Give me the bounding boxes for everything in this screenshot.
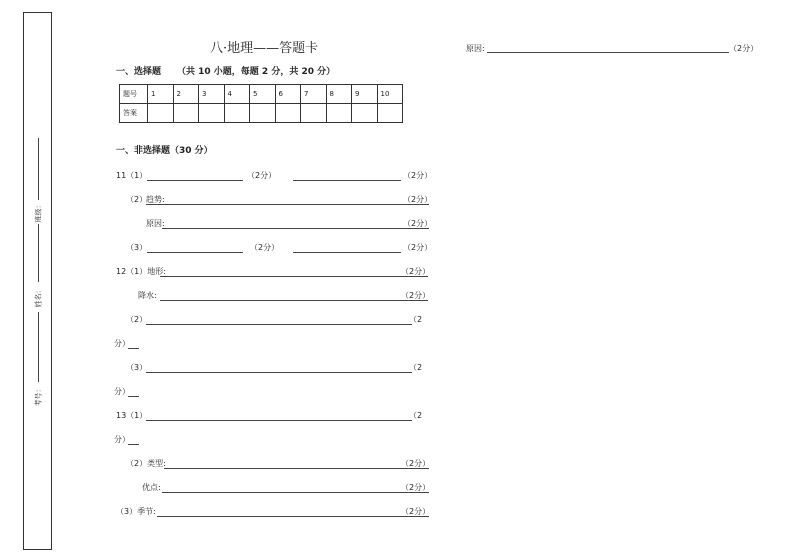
q12-3-score-a: （2 — [409, 363, 423, 372]
q13-1-line-tail[interactable] — [128, 444, 139, 445]
table-cell-label: 题号 — [120, 85, 148, 104]
q13-1-score-b: 分） — [114, 435, 130, 444]
answer-cell-7[interactable] — [301, 104, 327, 123]
right-reason-score: （2分） — [729, 44, 759, 53]
q11-3-line-b[interactable] — [293, 252, 401, 253]
q11-3-score-a: （2分） — [250, 243, 280, 252]
table-row — [120, 104, 403, 123]
answer-cell-8[interactable] — [326, 104, 352, 123]
q13-2-line[interactable] — [164, 468, 429, 469]
section1-note: （共 10 小题，每题 2 分，共 20 分） — [177, 67, 336, 77]
answer-cell-10[interactable] — [377, 104, 403, 123]
table-cell-number: 10 — [377, 85, 403, 104]
q12-1-rain-line[interactable] — [160, 300, 428, 301]
q13-2-merit-line[interactable] — [162, 492, 429, 493]
q12-3-line-tail[interactable] — [128, 396, 139, 397]
q12-1-label: 12（1）地形: — [116, 267, 166, 276]
q13-2-merit-label: 优点: — [142, 483, 161, 492]
answer-cell-5[interactable] — [250, 104, 276, 123]
answer-table — [119, 84, 403, 123]
q11-1-line-a[interactable] — [147, 180, 243, 181]
class-underline — [38, 138, 39, 200]
class-label: 班级： — [34, 201, 43, 223]
q11-2-reason-score: （2分） — [403, 219, 433, 228]
q13-2-merit-score: （2分） — [401, 483, 431, 492]
q11-3-label: （3） — [126, 243, 148, 252]
section2-heading: 一、非选择题（30 分） — [116, 146, 213, 156]
right-reason-label: 原因: — [466, 44, 485, 53]
q11-1-score-a: （2分） — [247, 171, 277, 180]
q11-1-label: 11（1） — [116, 171, 148, 180]
table-row — [120, 85, 403, 104]
answer-cell-3[interactable] — [199, 104, 225, 123]
page-title: 八·地理——答题卡 — [210, 41, 319, 56]
q12-1-rain-label: 降水: — [138, 291, 157, 300]
q13-1-line[interactable] — [146, 420, 412, 421]
q12-2-label: （2） — [126, 315, 148, 324]
q12-2-score-b: 分） — [114, 339, 130, 348]
q12-2-score-a: （2 — [409, 315, 423, 324]
q12-1-rain-score: （2分） — [401, 291, 431, 300]
q13-1-label: 13（1） — [116, 411, 148, 420]
table-cell-number: 3 — [199, 85, 225, 104]
q13-2-score: （2分） — [401, 459, 431, 468]
q12-1-score: （2分） — [401, 267, 431, 276]
q13-3-line[interactable] — [157, 516, 429, 517]
q11-3-score-b: （2分） — [403, 243, 433, 252]
q11-3-line-a[interactable] — [147, 252, 243, 253]
q11-1-score-b: （2分） — [403, 171, 433, 180]
q12-1-line[interactable] — [160, 276, 428, 277]
q12-3-line[interactable] — [146, 372, 412, 373]
q11-2-trend-score: （2分） — [403, 195, 433, 204]
table-cell-number: 5 — [250, 85, 276, 104]
q11-2-trend-label: 趋势: — [146, 195, 165, 204]
answer-cell-9[interactable] — [352, 104, 378, 123]
q12-2-line[interactable] — [146, 324, 412, 325]
q11-1-line-b[interactable] — [293, 180, 401, 181]
q11-2-reason-label: 原因: — [146, 219, 165, 228]
q12-2-line-tail[interactable] — [128, 348, 139, 349]
q11-2-trend-line[interactable] — [146, 204, 429, 205]
q12-3-label: （3） — [126, 363, 148, 372]
answer-cell-4[interactable] — [224, 104, 250, 123]
table-cell-number: 1 — [148, 85, 174, 104]
section1-heading: 一、选择题 — [116, 67, 162, 77]
q11-2-reason-line[interactable] — [162, 228, 429, 229]
right-reason-line[interactable] — [487, 52, 729, 53]
q13-1-score-a: （2 — [409, 411, 423, 420]
name-label: 姓名： — [34, 286, 43, 308]
q11-2-label: （2） — [126, 195, 148, 204]
answer-cell-2[interactable] — [173, 104, 199, 123]
answer-cell-1[interactable] — [148, 104, 174, 123]
q13-3-label: （3）季节: — [116, 507, 156, 516]
q13-3-score: （2分） — [401, 507, 431, 516]
q13-2-label: （2）类型: — [126, 459, 166, 468]
table-cell-number: 4 — [224, 85, 250, 104]
table-cell-label: 答案 — [120, 104, 148, 123]
seat-label: 考号： — [34, 385, 43, 407]
q12-3-score-b: 分） — [114, 387, 130, 396]
answer-cell-6[interactable] — [275, 104, 301, 123]
table-cell-number: 8 — [326, 85, 352, 104]
table-cell-number: 6 — [275, 85, 301, 104]
name-underline — [38, 224, 39, 282]
table-cell-number: 2 — [173, 85, 199, 104]
table-cell-number: 7 — [301, 85, 327, 104]
seat-underline — [38, 312, 39, 382]
table-cell-number: 9 — [352, 85, 378, 104]
